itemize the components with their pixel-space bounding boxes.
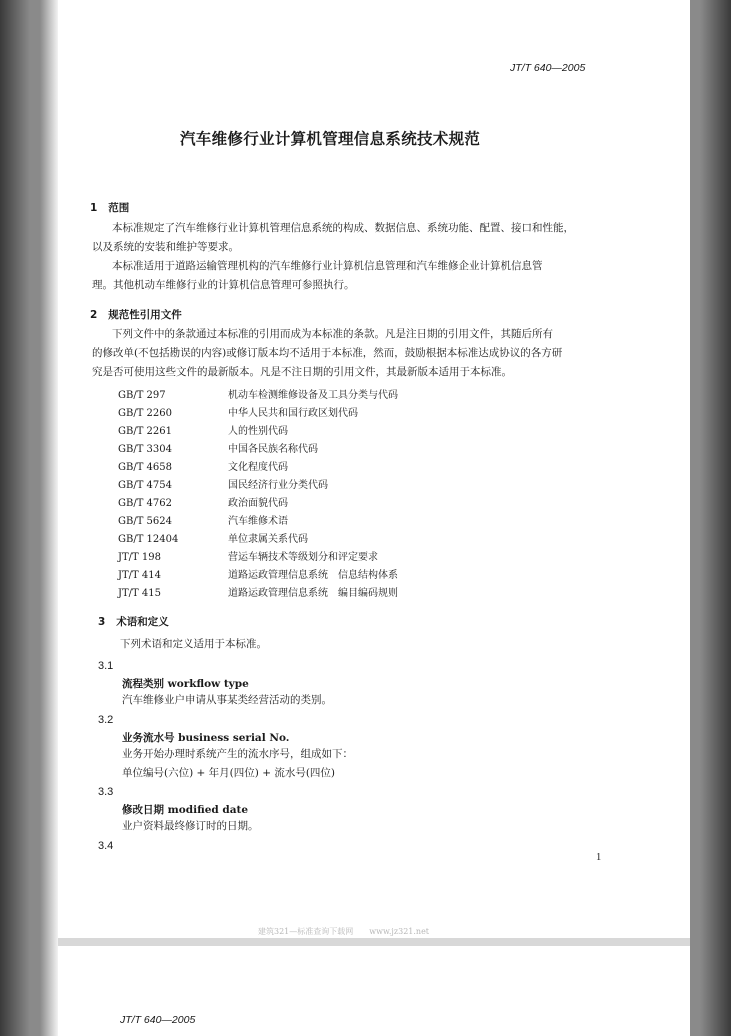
- section-1-heading: [90, 200, 129, 215]
- reference-title: 政治面貌代码: [228, 498, 288, 509]
- reference-row: [118, 422, 288, 437]
- reference-code: JT/T 414: [118, 570, 161, 581]
- reference-code: JT/T 415: [118, 588, 161, 599]
- reference-code: GB/T 3304: [118, 444, 173, 455]
- next-page-header: JT/T 640—2005: [120, 1014, 196, 1026]
- reference-code: GB/T 297: [118, 390, 166, 401]
- page-number: 1: [596, 852, 602, 863]
- reference-row: [118, 548, 378, 563]
- reference-title: 道路运政管理信息系统 信息结构体系: [228, 570, 398, 581]
- term-number: 3.1: [98, 660, 114, 672]
- term-name: 业务流水号 business serial No.: [122, 732, 290, 744]
- reference-row: [118, 458, 288, 473]
- section-2-paragraph-line-1: 下列文件中的条款通过本标准的引用而成为本标准的条款。凡是注日期的引用文件，其随后所有: [112, 328, 553, 340]
- reference-title: 文化程度代码: [228, 462, 288, 473]
- section-title: 范围: [108, 202, 130, 214]
- section-2-paragraph-line-3: 究是否可使用这些文件的最新版本。凡是不注日期的引用文件，其最新版本适用于本标准。: [92, 366, 512, 378]
- section-number: 2: [90, 309, 98, 321]
- reference-code: GB/T 4658: [118, 462, 173, 473]
- reference-row: [118, 386, 398, 401]
- reference-code: GB/T 4762: [118, 498, 173, 509]
- reference-title: 中国各民族名称代码: [228, 444, 318, 455]
- reference-row: [118, 440, 318, 455]
- term-definition: 业务开始办理时系统产生的流水序号，组成如下：: [122, 748, 353, 760]
- reference-code: GB/T 4754: [118, 480, 173, 491]
- term-definition: 业户资料最终修订时的日期。: [122, 820, 259, 832]
- watermark: 建筑321—标准查询下载网 www.jz321.net: [258, 927, 430, 936]
- reference-title: 国民经济行业分类代码: [228, 480, 328, 491]
- term-name: 流程类别 workflow type: [122, 678, 249, 690]
- reference-title: 单位隶属关系代码: [228, 534, 308, 545]
- section-title: 术语和定义: [116, 616, 169, 628]
- reference-row: [118, 584, 398, 599]
- section-3-intro: 下列术语和定义适用于本标准。: [120, 638, 267, 650]
- section-number: 3: [98, 616, 106, 628]
- reference-row: [118, 530, 308, 545]
- reference-title: 道路运政管理信息系统 编目编码规则: [228, 588, 398, 599]
- reference-row: [118, 566, 398, 581]
- reference-title: 中华人民共和国行政区划代码: [228, 408, 358, 419]
- section-2-heading: [90, 307, 182, 322]
- section-title: 规范性引用文件: [108, 309, 182, 321]
- reference-code: GB/T 2260: [118, 408, 173, 419]
- term-name: 修改日期 modified date: [122, 804, 249, 816]
- term-number: 3.3: [98, 786, 114, 798]
- section-1-paragraph-1-line-1: 本标准规定了汽车维修行业计算机管理信息系统的构成、数据信息、系统功能、配置、接口和性能，: [112, 222, 574, 234]
- section-3-heading: [98, 614, 169, 629]
- reference-row: [118, 404, 358, 419]
- standard-code-header: JT/T 640—2005: [510, 62, 586, 74]
- section-2-paragraph-line-2: 的修改单(不包括勘误的内容)或修订版本均不适用于本标准，然而，鼓励根据本标准达成协议的各方研: [92, 347, 563, 359]
- section-1-paragraph-1-line-2: 以及系统的安装和维护等要求。: [92, 241, 239, 253]
- reference-code: GB/T 12404: [118, 534, 179, 545]
- reference-row: [118, 494, 288, 509]
- reference-row: [118, 512, 288, 527]
- term-definition: 汽车维修业户申请从事某类经营活动的类别。: [122, 694, 332, 706]
- reference-code: JT/T 198: [118, 552, 161, 563]
- section-number: 1: [90, 202, 98, 214]
- term-definition-line-2: 单位编号(六位) + 年月(四位) + 流水号(四位): [122, 767, 336, 779]
- reference-title: 机动车检测维修设备及工具分类与代码: [228, 390, 398, 401]
- section-1-paragraph-2-line-2: 理。其他机动车维修行业的计算机信息管理可参照执行。: [92, 279, 355, 291]
- document-title: 汽车维修行业计算机管理信息系统技术规范: [180, 130, 481, 148]
- reference-title: 人的性别代码: [228, 426, 288, 437]
- term-number: 3.4: [98, 840, 114, 852]
- reference-code: GB/T 2261: [118, 426, 173, 437]
- section-1-paragraph-2-line-1: 本标准适用于道路运输管理机构的汽车维修行业计算机信息管理和汽车维修企业计算机信息管: [112, 260, 543, 272]
- reference-row: [118, 476, 328, 491]
- term-number: 3.2: [98, 714, 114, 726]
- reference-code: GB/T 5624: [118, 516, 173, 527]
- reference-title: 汽车维修术语: [228, 516, 288, 527]
- reference-title: 营运车辆技术等级划分和评定要求: [228, 552, 378, 563]
